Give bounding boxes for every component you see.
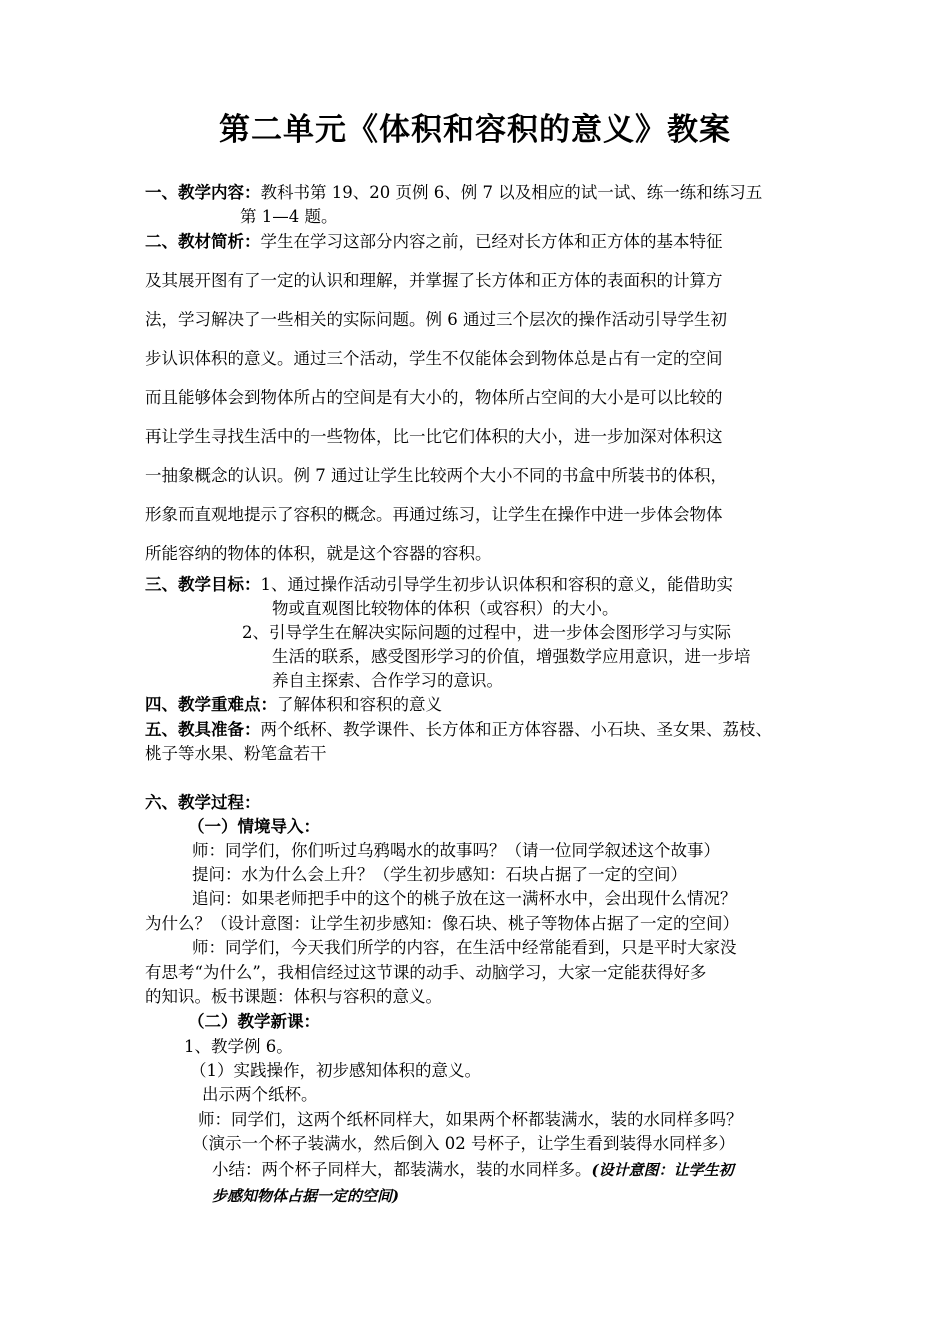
section-text: 了解体积和容积的意义 bbox=[277, 695, 442, 714]
paragraph-line: 步认识体积的意义。通过三个活动，学生不仅能体会到物体总是占有一定的空间 bbox=[145, 349, 723, 368]
process-line: （演示一个杯子装满水，然后倒入 02 号杯子，让学生看到装得水同样多） bbox=[192, 1134, 735, 1153]
section-materials bbox=[145, 719, 772, 741]
goal-line: 生活的联系，感受图形学习的价值，增强数学应用意识，进一步培 bbox=[272, 647, 751, 666]
section-text: 两个纸杯、教学课件、长方体和正方体容器、小石块、圣女果、荔枝、 bbox=[260, 720, 772, 739]
section-text: 第 1—4 题。 bbox=[240, 207, 338, 226]
process-line: 师：同学们，今天我们所学的内容，在生活中经常能看到，只是平时大家没 bbox=[192, 938, 737, 957]
section-text: 桃子等水果、粉笔盒若干 bbox=[145, 744, 327, 763]
process-line: 师：同学们，这两个纸杯同样大，如果两个杯都装满水，装的水同样多吗？ bbox=[198, 1110, 743, 1129]
goal-line: 物或直观图比较物体的体积（或容积）的大小。 bbox=[272, 599, 619, 618]
process-line: 出示两个纸杯。 bbox=[202, 1085, 318, 1104]
paragraph-line: 及其展开图有了一定的认识和理解，并掌握了长方体和正方体的表面积的计算方 bbox=[145, 271, 723, 290]
goal-line: 2、引导学生在解决实际问题的过程中，进一步体会图形学习与实际 bbox=[242, 623, 731, 642]
process-line: 为什么？（设计意图：让学生初步感知：像石块、桃子等物体占据了一定的空间） bbox=[145, 914, 739, 933]
goal-line: 养自主探索、合作学习的意识。 bbox=[272, 671, 503, 690]
design-note: (设计意图：让学生初 bbox=[591, 1161, 734, 1179]
paragraph-line: 一抽象概念的认识。例 7 通过让学生比较两个大小不同的书盒中所装书的体积， bbox=[145, 466, 727, 485]
paragraph-line: 再让学生寻找生活中的一些物体，比一比它们体积的大小，进一步加深对体积这 bbox=[145, 427, 723, 446]
section-analysis bbox=[145, 231, 723, 253]
section-key-points bbox=[145, 694, 442, 716]
document-title: 第二单元《体积和容积的意义》教案 bbox=[219, 112, 731, 148]
process-line: 1、教学例 6。 bbox=[184, 1037, 293, 1056]
section-label: 五、教具准备： bbox=[145, 720, 261, 739]
process-line: 的知识。板书课题：体积与容积的意义。 bbox=[145, 987, 442, 1006]
section-process-label: 六、教学过程： bbox=[145, 793, 261, 812]
section-text: 教科书第 19、20 页例 6、例 7 以及相应的试一试、练一练和练习五 bbox=[260, 183, 763, 202]
section-content bbox=[145, 182, 762, 204]
process-line: 师：同学们，你们听过乌鸦喝水的故事吗？（请一位同学叙述这个故事） bbox=[192, 841, 720, 860]
section-label: 四、教学重难点： bbox=[145, 695, 277, 714]
subsection-heading: （一）情境导入： bbox=[188, 817, 320, 836]
section-label: 三、教学目标： bbox=[145, 575, 261, 594]
paragraph-line: 学生在学习这部分内容之前，已经对长方体和正方体的基本特征 bbox=[260, 232, 723, 251]
section-label: 一、教学内容： bbox=[145, 183, 261, 202]
process-line: （1）实践操作，初步感知体积的意义。 bbox=[190, 1061, 481, 1080]
section-label: 二、教材简析： bbox=[145, 232, 261, 251]
summary-line bbox=[212, 1159, 734, 1181]
paragraph-line: 所能容纳的物体的体积，就是这个容器的容积。 bbox=[145, 544, 492, 563]
paragraph-line: 形象而直观地提示了容积的概念。再通过练习，让学生在操作中进一步体会物体 bbox=[145, 505, 723, 524]
section-goals bbox=[145, 574, 733, 596]
process-line: 追问：如果老师把手中的这个的桃子放在这一满杯水中，会出现什么情况？ bbox=[192, 889, 737, 908]
paragraph-line: 法，学习解决了一些相关的实际问题。例 6 通过三个层次的操作活动引导学生初 bbox=[145, 310, 727, 329]
goal-line: 1、通过操作活动引导学生初步认识体积和容积的意义，能借助实 bbox=[260, 575, 733, 594]
process-line: 有思考“为什么”，我相信经过这节课的动手、动脑学习，大家一定能获得好多 bbox=[145, 963, 707, 982]
subsection-heading: （二）教学新课： bbox=[188, 1012, 320, 1031]
process-line: 提问：水为什么会上升？（学生初步感知：石块占据了一定的空间） bbox=[192, 865, 687, 884]
design-note: 步感知物体占据一定的空间) bbox=[212, 1187, 400, 1205]
process-line: 小结：两个杯子同样大，都装满水，装的水同样多。 bbox=[212, 1160, 592, 1179]
paragraph-line: 而且能够体会到物体所占的空间是有大小的，物体所占空间的大小是可以比较的 bbox=[145, 388, 723, 407]
